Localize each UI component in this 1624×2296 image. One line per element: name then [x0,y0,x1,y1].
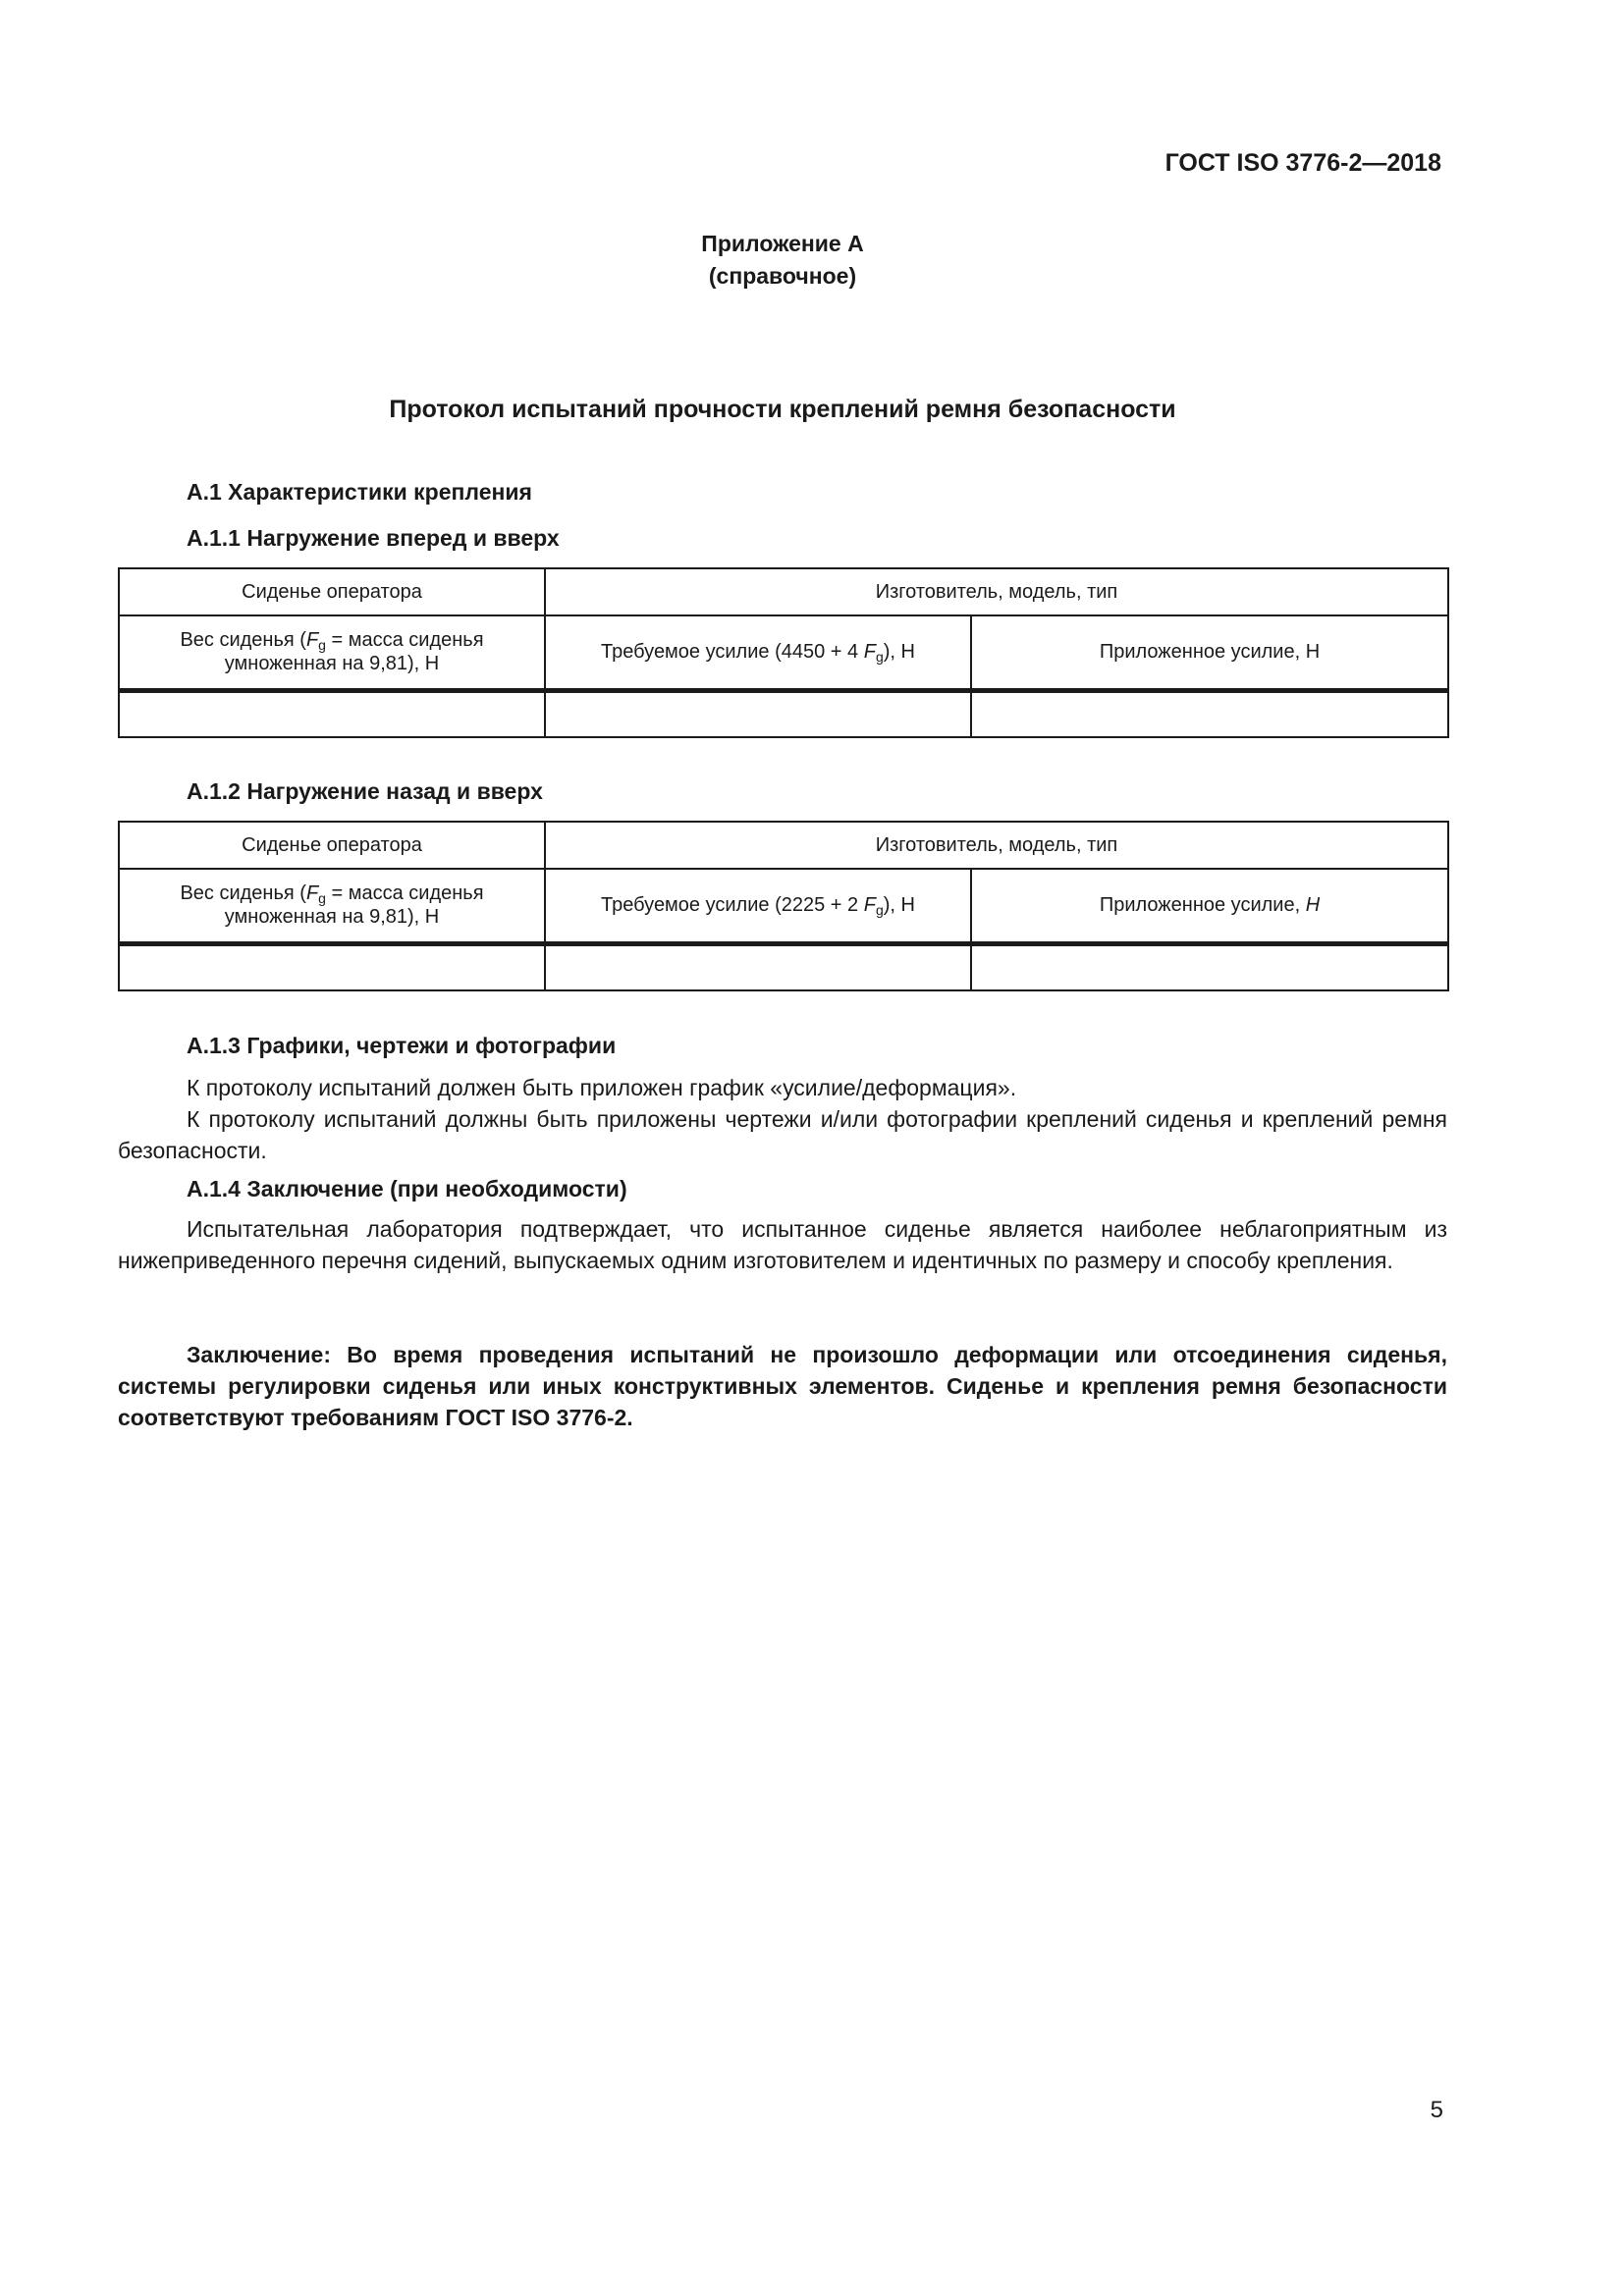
section-a14-heading: А.1.4 Заключение (при необходимости) [187,1176,627,1201]
section-a13-heading: А.1.3 Графики, чертежи и фотографии [187,1033,617,1058]
forward-loading-table [118,567,1449,738]
backward-loading-table [118,821,1449,991]
operator-seat-header: Сиденье оператора [119,822,545,869]
seat-weight-cell: Вес сиденья ($F_g$ = масса сиденья умноженная на 9,81), Н [119,615,545,690]
section-a12-heading: А.1.2 Нагружение назад и вверх [187,778,543,804]
manufacturer-header: Изготовитель, модель, тип [545,822,1448,869]
empty-value-cell [971,690,1448,737]
empty-value-cell [545,943,971,990]
required-force-cell: Требуемое усилие (4450 + 4 $F_g$), Н [545,615,971,690]
empty-value-cell [119,690,545,737]
applied-force-cell: Приложенное усилие, Н [971,869,1448,943]
protocol-title: Протокол испытаний прочности креплений ремня безопасности [389,396,1176,423]
section-a1-heading: А.1 Характеристики крепления [187,479,532,505]
appendix-subtitle: (справочное) [708,263,857,289]
empty-value-cell [119,943,545,990]
seat-weight-cell: Вес сиденья ($F_g$ = масса сиденья умноженная на 9,81), Н [119,869,545,943]
final-conclusion: Заключение: Во время проведения испытаний не произошло деформации или отсоединения сиденья, системы регулировки сиденья или иных конструктивных элементов. Сиденье и крепления ремня безопасности соответствуют требованиям ГОСТ ISO 3776-2. [118,1342,1447,1430]
conclusion-paragraph: Испытательная лаборатория подтверждает, что испытанное сиденье является наиболее неблагоприятным из нижеприведенного перечня сидений, выпускаемых одним изготовителем и идентичных по размеру и способу крепления. [118,1216,1447,1273]
page-number: 5 [1430,2097,1443,2123]
manufacturer-header: Изготовитель, модель, тип [545,568,1448,615]
graphs-paragraph-1: К протоколу испытаний должен быть приложен график «усилие/деформация». [187,1075,1017,1100]
graphs-paragraph-2: К протоколу испытаний должны быть приложены чертежи и/или фотографии креплений сиденья и креплений ремня безопасности. [118,1106,1447,1163]
empty-value-cell [971,943,1448,990]
appendix-heading [118,228,1447,293]
required-force-cell: Требуемое усилие (2225 + 2 $F_g$), Н [545,869,971,943]
empty-value-cell [545,690,971,737]
standard-designation: ГОСТ ISO 3776-2—2018 [1164,149,1441,177]
operator-seat-header: Сиденье оператора [119,568,545,615]
appendix-title: Приложение А [701,231,864,256]
section-a11-heading: А.1.1 Нагружение вперед и вверх [187,525,560,551]
applied-force-cell: Приложенное усилие, Н [971,615,1448,690]
